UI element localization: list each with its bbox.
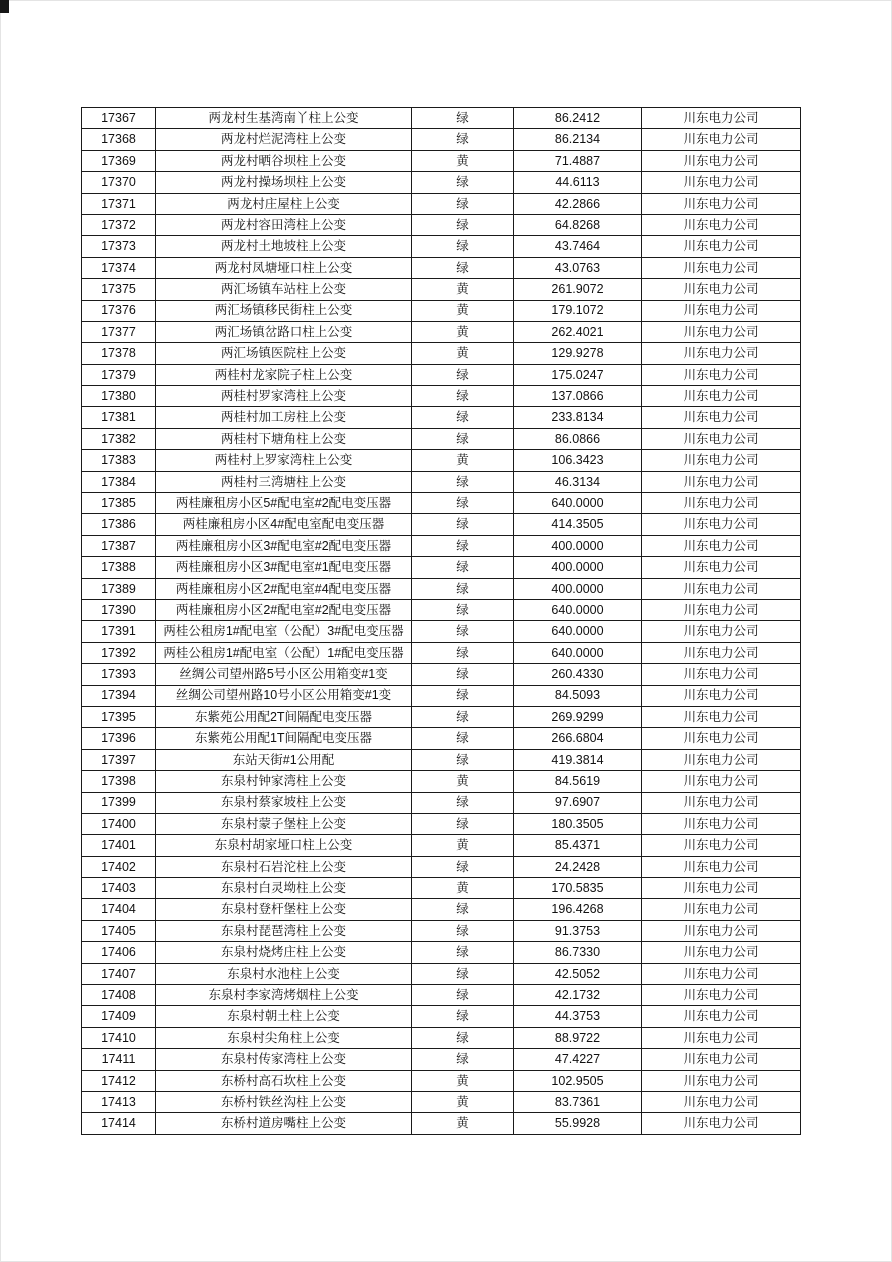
cell-status: 黄 (412, 321, 514, 342)
cell-value: 44.3753 (514, 1006, 642, 1027)
cell-value: 179.1072 (514, 300, 642, 321)
cell-company: 川东电力公司 (642, 792, 801, 813)
cell-company: 川东电力公司 (642, 150, 801, 171)
cell-name: 两龙村土地坡柱上公变 (156, 236, 412, 257)
cell-value: 84.5619 (514, 771, 642, 792)
cell-value: 86.0866 (514, 428, 642, 449)
cell-company: 川东电力公司 (642, 108, 801, 129)
table-row (82, 1113, 801, 1134)
cell-status: 绿 (412, 792, 514, 813)
cell-name: 东泉村尖角柱上公变 (156, 1027, 412, 1048)
cell-company: 川东电力公司 (642, 599, 801, 620)
cell-status: 绿 (412, 108, 514, 129)
cell-id: 17385 (82, 493, 156, 514)
table-row (82, 172, 801, 193)
table-row (82, 321, 801, 342)
cell-id: 17408 (82, 985, 156, 1006)
table-row (82, 279, 801, 300)
cell-name: 东泉村琵琶湾柱上公变 (156, 920, 412, 941)
cell-status: 绿 (412, 621, 514, 642)
cell-value: 42.5052 (514, 963, 642, 984)
cell-value: 71.4887 (514, 150, 642, 171)
cell-status: 绿 (412, 471, 514, 492)
cell-id: 17394 (82, 685, 156, 706)
cell-id: 17407 (82, 963, 156, 984)
cell-name: 东泉村胡家垭口柱上公变 (156, 835, 412, 856)
table-row (82, 642, 801, 663)
cell-id: 17376 (82, 300, 156, 321)
cell-status: 绿 (412, 129, 514, 150)
cell-company: 川东电力公司 (642, 1070, 801, 1091)
cell-company: 川东电力公司 (642, 535, 801, 556)
cell-company: 川东电力公司 (642, 942, 801, 963)
cell-value: 400.0000 (514, 557, 642, 578)
cell-id: 17377 (82, 321, 156, 342)
cell-value: 46.3134 (514, 471, 642, 492)
cell-id: 17384 (82, 471, 156, 492)
cell-company: 川东电力公司 (642, 771, 801, 792)
cell-status: 绿 (412, 749, 514, 770)
table-row (82, 1070, 801, 1091)
cell-id: 17367 (82, 108, 156, 129)
cell-status: 绿 (412, 1027, 514, 1048)
table-row (82, 214, 801, 235)
cell-name: 两桂村三湾塘柱上公变 (156, 471, 412, 492)
cell-value: 43.0763 (514, 257, 642, 278)
cell-company: 川东电力公司 (642, 193, 801, 214)
cell-id: 17379 (82, 364, 156, 385)
cell-company: 川东电力公司 (642, 279, 801, 300)
cell-name: 两桂村加工房柱上公变 (156, 407, 412, 428)
cell-status: 黄 (412, 1070, 514, 1091)
table-row (82, 514, 801, 535)
cell-id: 17375 (82, 279, 156, 300)
cell-name: 两龙村晒谷坝柱上公变 (156, 150, 412, 171)
cell-id: 17368 (82, 129, 156, 150)
cell-company: 川东电力公司 (642, 214, 801, 235)
table-row (82, 899, 801, 920)
cell-name: 两桂公租房1#配电室（公配）3#配电变压器 (156, 621, 412, 642)
cell-id: 17380 (82, 386, 156, 407)
cell-value: 640.0000 (514, 621, 642, 642)
cell-value: 233.8134 (514, 407, 642, 428)
cell-name: 两龙村烂泥湾柱上公变 (156, 129, 412, 150)
cell-id: 17411 (82, 1049, 156, 1070)
cell-name: 两桂廉租房小区3#配电室#1配电变压器 (156, 557, 412, 578)
cell-id: 17381 (82, 407, 156, 428)
cell-status: 黄 (412, 1091, 514, 1112)
table-row (82, 386, 801, 407)
cell-company: 川东电力公司 (642, 257, 801, 278)
cell-value: 42.1732 (514, 985, 642, 1006)
cell-name: 东泉村登杆堡柱上公变 (156, 899, 412, 920)
cell-company: 川东电力公司 (642, 706, 801, 727)
cell-status: 黄 (412, 300, 514, 321)
cell-status: 绿 (412, 942, 514, 963)
transformer-table (81, 107, 801, 1135)
cell-status: 绿 (412, 1006, 514, 1027)
cell-value: 414.3505 (514, 514, 642, 535)
cell-value: 262.4021 (514, 321, 642, 342)
table-row (82, 792, 801, 813)
cell-company: 川东电力公司 (642, 236, 801, 257)
cell-name: 两汇场镇移民街柱上公变 (156, 300, 412, 321)
cell-company: 川东电力公司 (642, 407, 801, 428)
cell-status: 绿 (412, 514, 514, 535)
table-row (82, 920, 801, 941)
table-row (82, 1027, 801, 1048)
cell-status: 黄 (412, 150, 514, 171)
cell-status: 绿 (412, 642, 514, 663)
cell-company: 川东电力公司 (642, 1006, 801, 1027)
cell-id: 17388 (82, 557, 156, 578)
cell-value: 86.2134 (514, 129, 642, 150)
cell-value: 266.6804 (514, 728, 642, 749)
cell-value: 83.7361 (514, 1091, 642, 1112)
cell-id: 17405 (82, 920, 156, 941)
cell-company: 川东电力公司 (642, 578, 801, 599)
cell-name: 东泉村蒙子堡柱上公变 (156, 813, 412, 834)
cell-name: 两桂廉租房小区2#配电室#4配电变压器 (156, 578, 412, 599)
cell-id: 17372 (82, 214, 156, 235)
table-row (82, 664, 801, 685)
cell-company: 川东电力公司 (642, 856, 801, 877)
cell-name: 东泉村水池柱上公变 (156, 963, 412, 984)
cell-name: 东泉村钟家湾柱上公变 (156, 771, 412, 792)
cell-name: 两桂廉租房小区2#配电室#2配电变压器 (156, 599, 412, 620)
cell-id: 17382 (82, 428, 156, 449)
cell-value: 64.8268 (514, 214, 642, 235)
cell-value: 129.9278 (514, 343, 642, 364)
cell-id: 17413 (82, 1091, 156, 1112)
cell-status: 绿 (412, 706, 514, 727)
cell-id: 17371 (82, 193, 156, 214)
cell-id: 17387 (82, 535, 156, 556)
cell-id: 17399 (82, 792, 156, 813)
table-row (82, 878, 801, 899)
cell-status: 绿 (412, 193, 514, 214)
cell-value: 85.4371 (514, 835, 642, 856)
table-row (82, 813, 801, 834)
table-row (82, 685, 801, 706)
cell-name: 东桥村高石坎柱上公变 (156, 1070, 412, 1091)
cell-id: 17414 (82, 1113, 156, 1134)
cell-company: 川东电力公司 (642, 642, 801, 663)
cell-name: 东泉村朝土柱上公变 (156, 1006, 412, 1027)
cell-name: 东桥村道房嘴柱上公变 (156, 1113, 412, 1134)
table-row (82, 749, 801, 770)
cell-value: 170.5835 (514, 878, 642, 899)
cell-value: 44.6113 (514, 172, 642, 193)
cell-value: 24.2428 (514, 856, 642, 877)
cell-value: 261.9072 (514, 279, 642, 300)
cell-id: 17402 (82, 856, 156, 877)
cell-name: 两桂廉租房小区4#配电室配电变压器 (156, 514, 412, 535)
cell-name: 两桂廉租房小区3#配电室#2配电变压器 (156, 535, 412, 556)
cell-company: 川东电力公司 (642, 878, 801, 899)
cell-name: 两汇场镇医院柱上公变 (156, 343, 412, 364)
cell-value: 88.9722 (514, 1027, 642, 1048)
cell-name: 丝绸公司望州路5号小区公用箱变#1变 (156, 664, 412, 685)
table-row (82, 599, 801, 620)
cell-company: 川东电力公司 (642, 129, 801, 150)
cell-company: 川东电力公司 (642, 899, 801, 920)
cell-status: 绿 (412, 428, 514, 449)
table-row (82, 407, 801, 428)
table-row (82, 450, 801, 471)
cell-id: 17383 (82, 450, 156, 471)
table-row (82, 236, 801, 257)
cell-value: 97.6907 (514, 792, 642, 813)
cell-status: 绿 (412, 1049, 514, 1070)
table-row (82, 557, 801, 578)
cell-id: 17393 (82, 664, 156, 685)
cell-id: 17370 (82, 172, 156, 193)
cell-status: 绿 (412, 493, 514, 514)
cell-value: 91.3753 (514, 920, 642, 941)
cell-status: 绿 (412, 535, 514, 556)
cell-company: 川东电力公司 (642, 321, 801, 342)
cell-status: 绿 (412, 664, 514, 685)
cell-status: 绿 (412, 728, 514, 749)
cell-company: 川东电力公司 (642, 664, 801, 685)
cell-value: 269.9299 (514, 706, 642, 727)
table-row (82, 1091, 801, 1112)
table-row (82, 471, 801, 492)
transformer-table-body (82, 108, 801, 1135)
cell-company: 川东电力公司 (642, 1027, 801, 1048)
cell-status: 绿 (412, 813, 514, 834)
cell-name: 东泉村石岩沱柱上公变 (156, 856, 412, 877)
table-row (82, 364, 801, 385)
cell-value: 175.0247 (514, 364, 642, 385)
cell-id: 17409 (82, 1006, 156, 1027)
cell-company: 川东电力公司 (642, 172, 801, 193)
cell-value: 102.9505 (514, 1070, 642, 1091)
cell-company: 川东电力公司 (642, 1091, 801, 1112)
cell-name: 丝绸公司望州路10号小区公用箱变#1变 (156, 685, 412, 706)
cell-status: 绿 (412, 364, 514, 385)
cell-name: 两桂廉租房小区5#配电室#2配电变压器 (156, 493, 412, 514)
cell-company: 川东电力公司 (642, 963, 801, 984)
cell-value: 43.7464 (514, 236, 642, 257)
cell-value: 260.4330 (514, 664, 642, 685)
cell-value: 86.7330 (514, 942, 642, 963)
cell-status: 黄 (412, 450, 514, 471)
table-row (82, 621, 801, 642)
table-row (82, 835, 801, 856)
cell-id: 17398 (82, 771, 156, 792)
table-row (82, 300, 801, 321)
cell-company: 川东电力公司 (642, 813, 801, 834)
cell-name: 两汇场镇车站柱上公变 (156, 279, 412, 300)
cell-company: 川东电力公司 (642, 985, 801, 1006)
table-row (82, 535, 801, 556)
table-row (82, 771, 801, 792)
cell-company: 川东电力公司 (642, 450, 801, 471)
cell-status: 绿 (412, 856, 514, 877)
table-row (82, 129, 801, 150)
cell-id: 17397 (82, 749, 156, 770)
cell-status: 绿 (412, 236, 514, 257)
cell-name: 两桂村上罗家湾柱上公变 (156, 450, 412, 471)
cell-company: 川东电力公司 (642, 920, 801, 941)
cell-status: 绿 (412, 386, 514, 407)
table-row (82, 493, 801, 514)
table-row (82, 150, 801, 171)
cell-status: 绿 (412, 685, 514, 706)
table-row (82, 1006, 801, 1027)
cell-company: 川东电力公司 (642, 343, 801, 364)
cell-value: 640.0000 (514, 493, 642, 514)
cell-company: 川东电力公司 (642, 728, 801, 749)
table-row (82, 428, 801, 449)
cell-status: 黄 (412, 279, 514, 300)
cell-name: 东泉村传家湾柱上公变 (156, 1049, 412, 1070)
cell-value: 42.2866 (514, 193, 642, 214)
cell-value: 400.0000 (514, 535, 642, 556)
cell-company: 川东电力公司 (642, 364, 801, 385)
cell-id: 17389 (82, 578, 156, 599)
table-row (82, 728, 801, 749)
cell-status: 绿 (412, 557, 514, 578)
cell-id: 17374 (82, 257, 156, 278)
cell-value: 86.2412 (514, 108, 642, 129)
cell-status: 黄 (412, 343, 514, 364)
cell-id: 17412 (82, 1070, 156, 1091)
cell-name: 东泉村烧烤庄柱上公变 (156, 942, 412, 963)
cell-company: 川东电力公司 (642, 1049, 801, 1070)
cell-name: 东站天街#1公用配 (156, 749, 412, 770)
cell-status: 黄 (412, 771, 514, 792)
cell-status: 绿 (412, 985, 514, 1006)
cell-name: 东泉村白灵坳柱上公变 (156, 878, 412, 899)
cell-company: 川东电力公司 (642, 621, 801, 642)
table-row (82, 193, 801, 214)
cell-name: 两汇场镇岔路口柱上公变 (156, 321, 412, 342)
table-row (82, 1049, 801, 1070)
cell-name: 两龙村生基湾南丫柱上公变 (156, 108, 412, 129)
cell-value: 400.0000 (514, 578, 642, 599)
cell-id: 17369 (82, 150, 156, 171)
cell-company: 川东电力公司 (642, 514, 801, 535)
cell-name: 东桥村铁丝沟柱上公变 (156, 1091, 412, 1112)
table-row (82, 108, 801, 129)
cell-id: 17401 (82, 835, 156, 856)
cell-status: 绿 (412, 407, 514, 428)
cell-company: 川东电力公司 (642, 835, 801, 856)
cell-name: 东紫苑公用配1T间隔配电变压器 (156, 728, 412, 749)
cell-id: 17403 (82, 878, 156, 899)
cell-name: 两桂村龙家院子柱上公变 (156, 364, 412, 385)
table-row (82, 257, 801, 278)
cell-id: 17404 (82, 899, 156, 920)
cell-name: 东紫苑公用配2T间隔配电变压器 (156, 706, 412, 727)
cell-value: 47.4227 (514, 1049, 642, 1070)
cell-status: 黄 (412, 1113, 514, 1134)
table-row (82, 963, 801, 984)
cell-company: 川东电力公司 (642, 428, 801, 449)
cell-name: 东泉村蔡家坡柱上公变 (156, 792, 412, 813)
cell-value: 55.9928 (514, 1113, 642, 1134)
cell-status: 黄 (412, 878, 514, 899)
table-row (82, 343, 801, 364)
table-row (82, 985, 801, 1006)
table-row (82, 706, 801, 727)
cell-id: 17400 (82, 813, 156, 834)
cell-company: 川东电力公司 (642, 471, 801, 492)
cell-status: 绿 (412, 899, 514, 920)
cell-status: 绿 (412, 578, 514, 599)
cell-company: 川东电力公司 (642, 300, 801, 321)
cell-status: 绿 (412, 257, 514, 278)
cell-status: 绿 (412, 214, 514, 235)
cell-status: 绿 (412, 920, 514, 941)
cell-company: 川东电力公司 (642, 557, 801, 578)
cell-value: 137.0866 (514, 386, 642, 407)
cell-name: 两龙村容田湾柱上公变 (156, 214, 412, 235)
cell-value: 419.3814 (514, 749, 642, 770)
cell-id: 17386 (82, 514, 156, 535)
cell-id: 17391 (82, 621, 156, 642)
corner-artifact (0, 0, 9, 13)
table-row (82, 578, 801, 599)
cell-id: 17378 (82, 343, 156, 364)
cell-name: 两龙村凤塘垭口柱上公变 (156, 257, 412, 278)
cell-value: 106.3423 (514, 450, 642, 471)
cell-company: 川东电力公司 (642, 749, 801, 770)
cell-status: 绿 (412, 172, 514, 193)
cell-name: 两桂公租房1#配电室（公配）1#配电变压器 (156, 642, 412, 663)
table-row (82, 942, 801, 963)
cell-value: 196.4268 (514, 899, 642, 920)
cell-company: 川东电力公司 (642, 386, 801, 407)
cell-id: 17373 (82, 236, 156, 257)
cell-value: 84.5093 (514, 685, 642, 706)
cell-id: 17390 (82, 599, 156, 620)
cell-value: 180.3505 (514, 813, 642, 834)
cell-id: 17392 (82, 642, 156, 663)
cell-name: 两龙村庄屋柱上公变 (156, 193, 412, 214)
cell-name: 两桂村罗家湾柱上公变 (156, 386, 412, 407)
cell-status: 黄 (412, 835, 514, 856)
cell-id: 17395 (82, 706, 156, 727)
cell-id: 17406 (82, 942, 156, 963)
cell-status: 绿 (412, 963, 514, 984)
cell-status: 绿 (412, 599, 514, 620)
cell-id: 17396 (82, 728, 156, 749)
cell-id: 17410 (82, 1027, 156, 1048)
table-row (82, 856, 801, 877)
cell-value: 640.0000 (514, 642, 642, 663)
cell-company: 川东电力公司 (642, 1113, 801, 1134)
cell-name: 两龙村操场坝柱上公变 (156, 172, 412, 193)
cell-name: 两桂村下塘角柱上公变 (156, 428, 412, 449)
cell-name: 东泉村李家湾烤烟柱上公变 (156, 985, 412, 1006)
cell-company: 川东电力公司 (642, 493, 801, 514)
cell-company: 川东电力公司 (642, 685, 801, 706)
cell-value: 640.0000 (514, 599, 642, 620)
